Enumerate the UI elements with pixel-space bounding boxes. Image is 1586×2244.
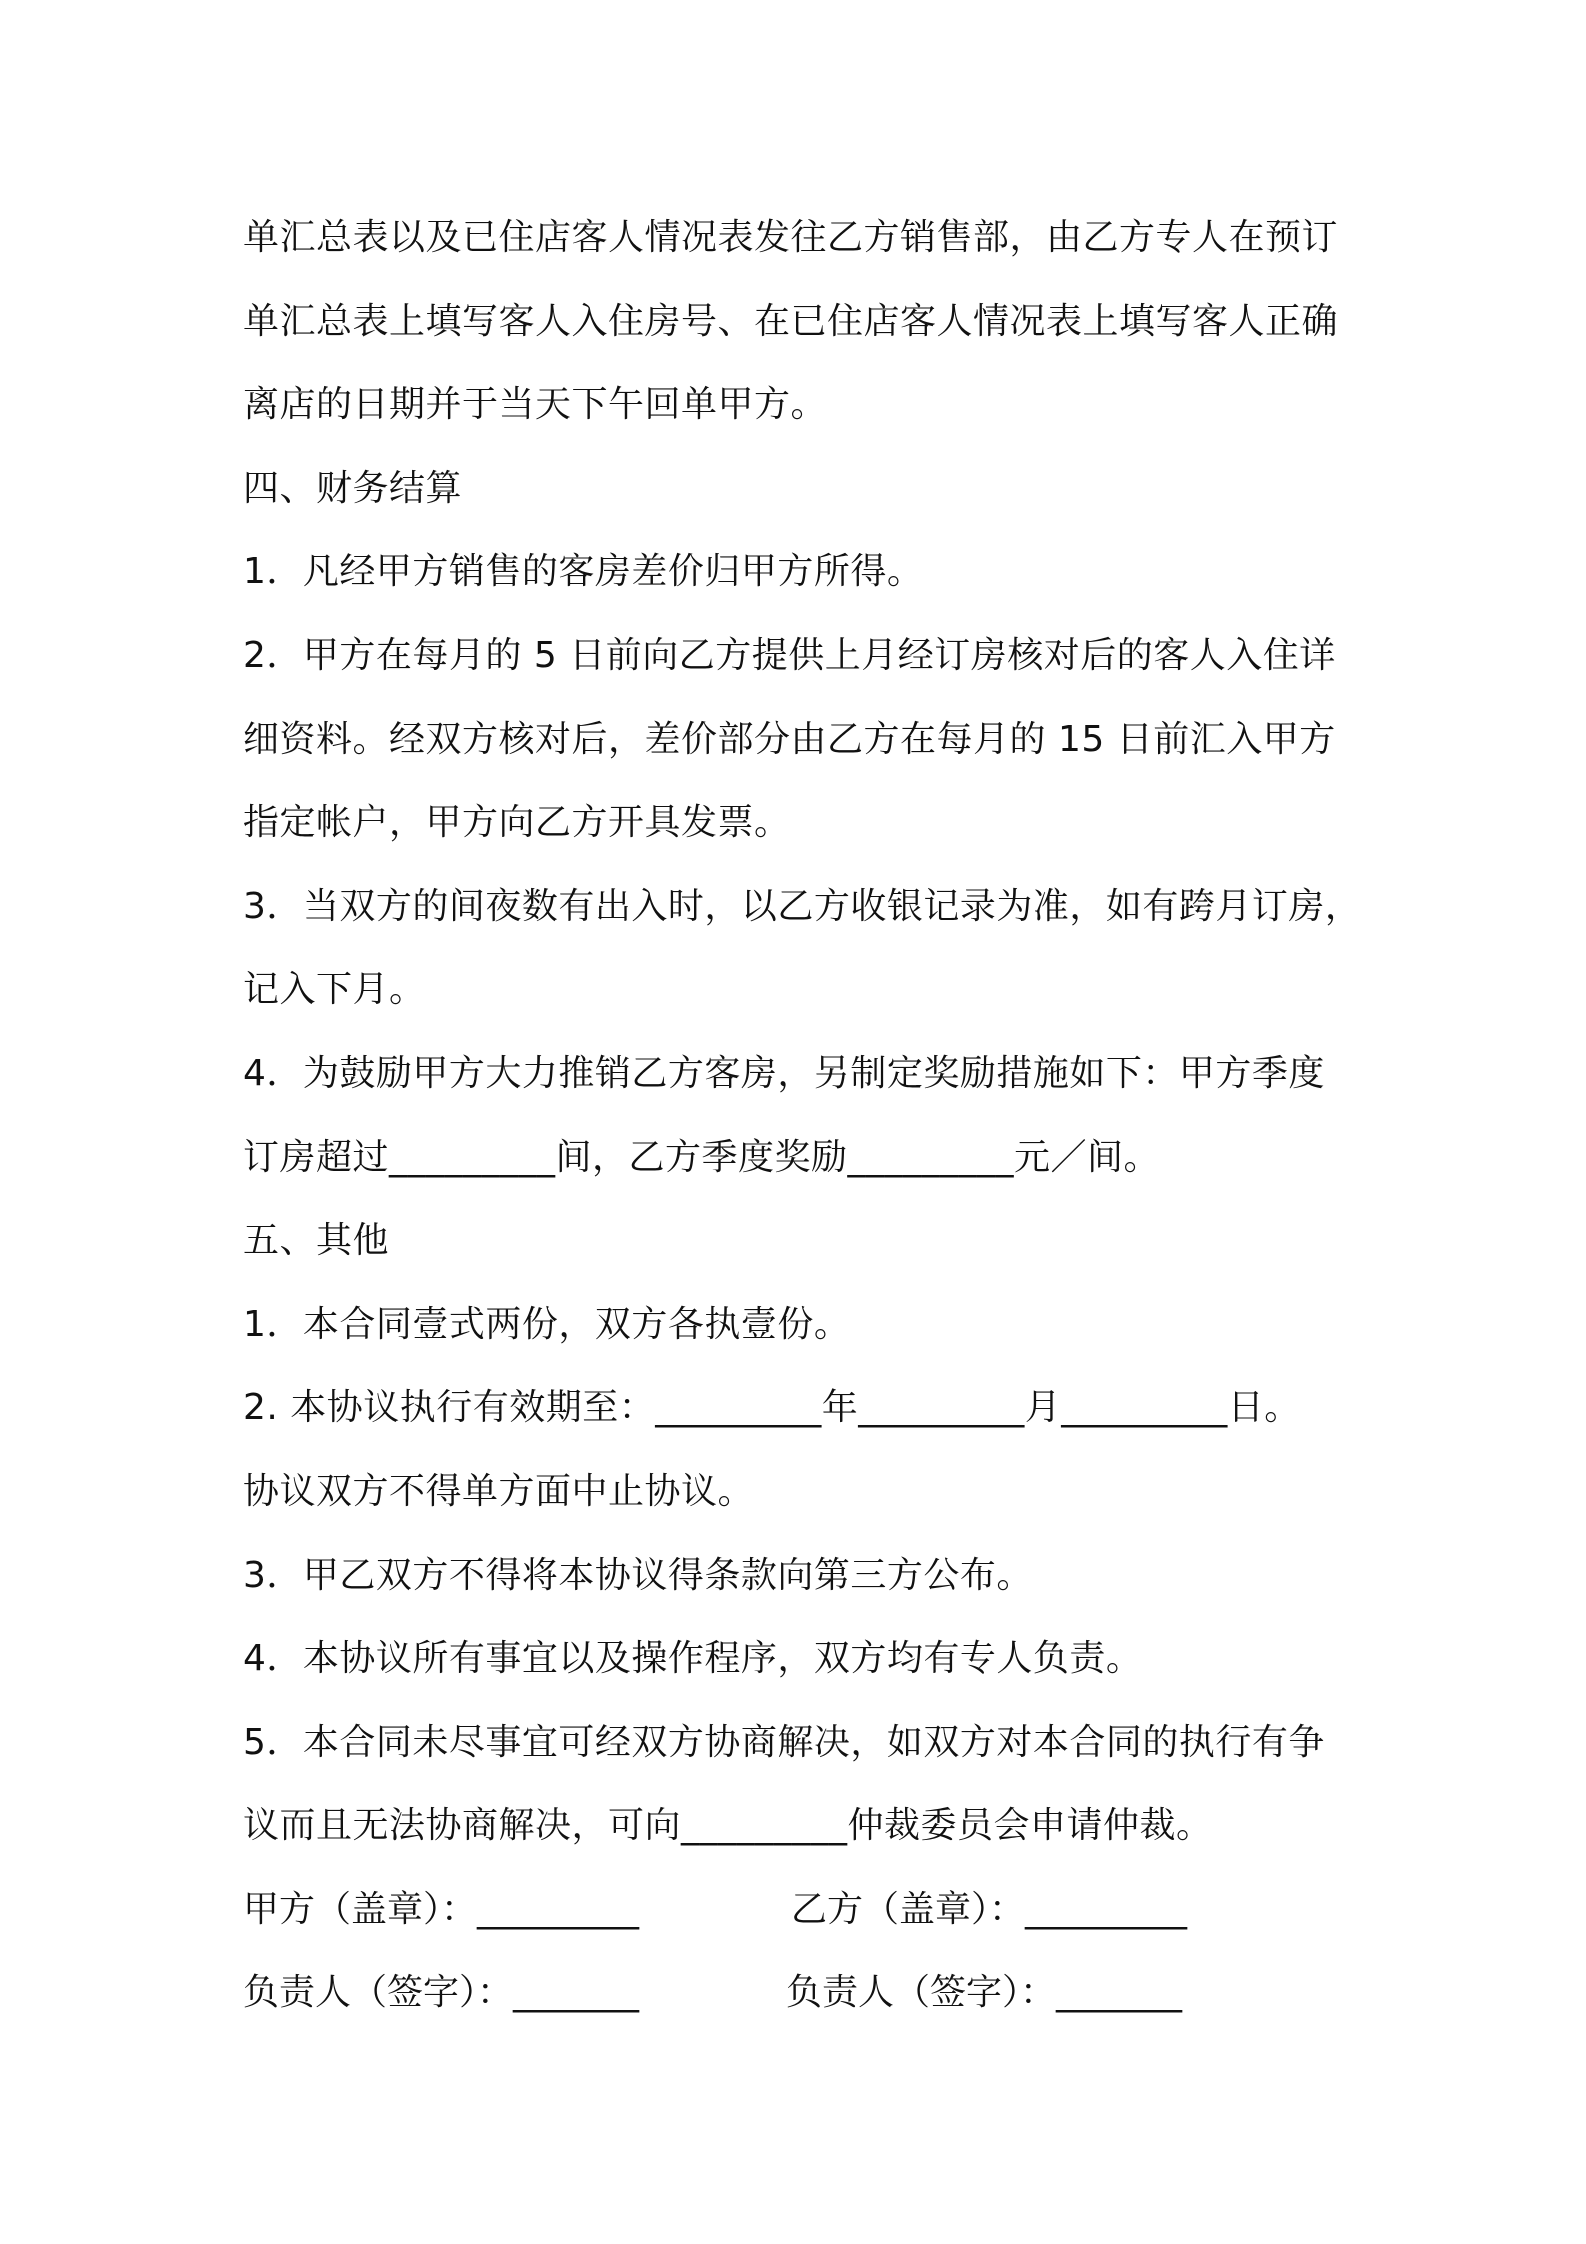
paragraph-line: 离店的日期并于当天下午回单甲方。: [243, 384, 828, 426]
paragraph-line: 单汇总表以及已住店客人情况表发往乙方销售部，由乙方专人在预订: [243, 217, 1339, 258]
clause-line: 议而且无法协商解决，可向_________仲裁委员会申请仲裁。: [243, 1805, 1213, 1847]
clause-line: 订房超过_________间，乙方季度奖励_________元／间。: [243, 1136, 1161, 1178]
clause-line: 5．本合同未尽事宜可经双方协商解决，如双方对本合同的执行有争: [243, 1721, 1325, 1763]
clause-line: 2. 本协议执行有效期至：_________年_________月_________日。: [243, 1387, 1301, 1429]
signature-row-seal: [243, 1868, 1363, 1952]
party-b-seal: 乙方（盖章）：_________: [791, 1888, 1188, 1930]
party-b-signer: 负责人（签字）：_______: [786, 1972, 1183, 2014]
clause-line: 3．当双方的间夜数有出入时，以乙方收银记录为准，如有跨月订房，: [243, 885, 1362, 927]
clause-line: 2．甲方在每月的 5 日前向乙方提供上月经订房核对后的客人入住详: [243, 634, 1336, 676]
section-heading-other: 五、其他: [243, 1220, 390, 1262]
clause-line: 细资料。经双方核对后，差价部分由乙方在每月的 15 日前汇入甲方: [243, 718, 1336, 760]
clause-line: 指定帐户，甲方向乙方开具发票。: [243, 802, 791, 844]
party-a-seal: 甲方（盖章）：_________: [243, 1888, 640, 1930]
clause-line: 1．本合同壹式两份，双方各执壹份。: [243, 1303, 851, 1345]
section-heading-finance: 四、财务结算: [243, 467, 463, 509]
clause-line: 记入下月。: [243, 969, 426, 1011]
clause-line: 4．为鼓励甲方大力推销乙方客房，另制定奖励措施如下：甲方季度: [243, 1052, 1325, 1094]
clause-line: 1．凡经甲方销售的客房差价归甲方所得。: [243, 551, 924, 593]
signature-row-signer: [243, 1951, 1363, 2035]
contract-body: [243, 196, 1363, 2035]
paragraph-line: 单汇总表上填写客人入住房号、在已住店客人情况表上填写客人正确: [243, 300, 1339, 342]
clause-line: 4．本协议所有事宜以及操作程序，双方均有专人负责。: [243, 1638, 1143, 1680]
party-a-signer: 负责人（签字）：_______: [243, 1972, 640, 2014]
clause-line: 协议双方不得单方面中止协议。: [243, 1470, 755, 1512]
clause-line: 3．甲乙双方不得将本协议得条款向第三方公布。: [243, 1554, 1033, 1596]
